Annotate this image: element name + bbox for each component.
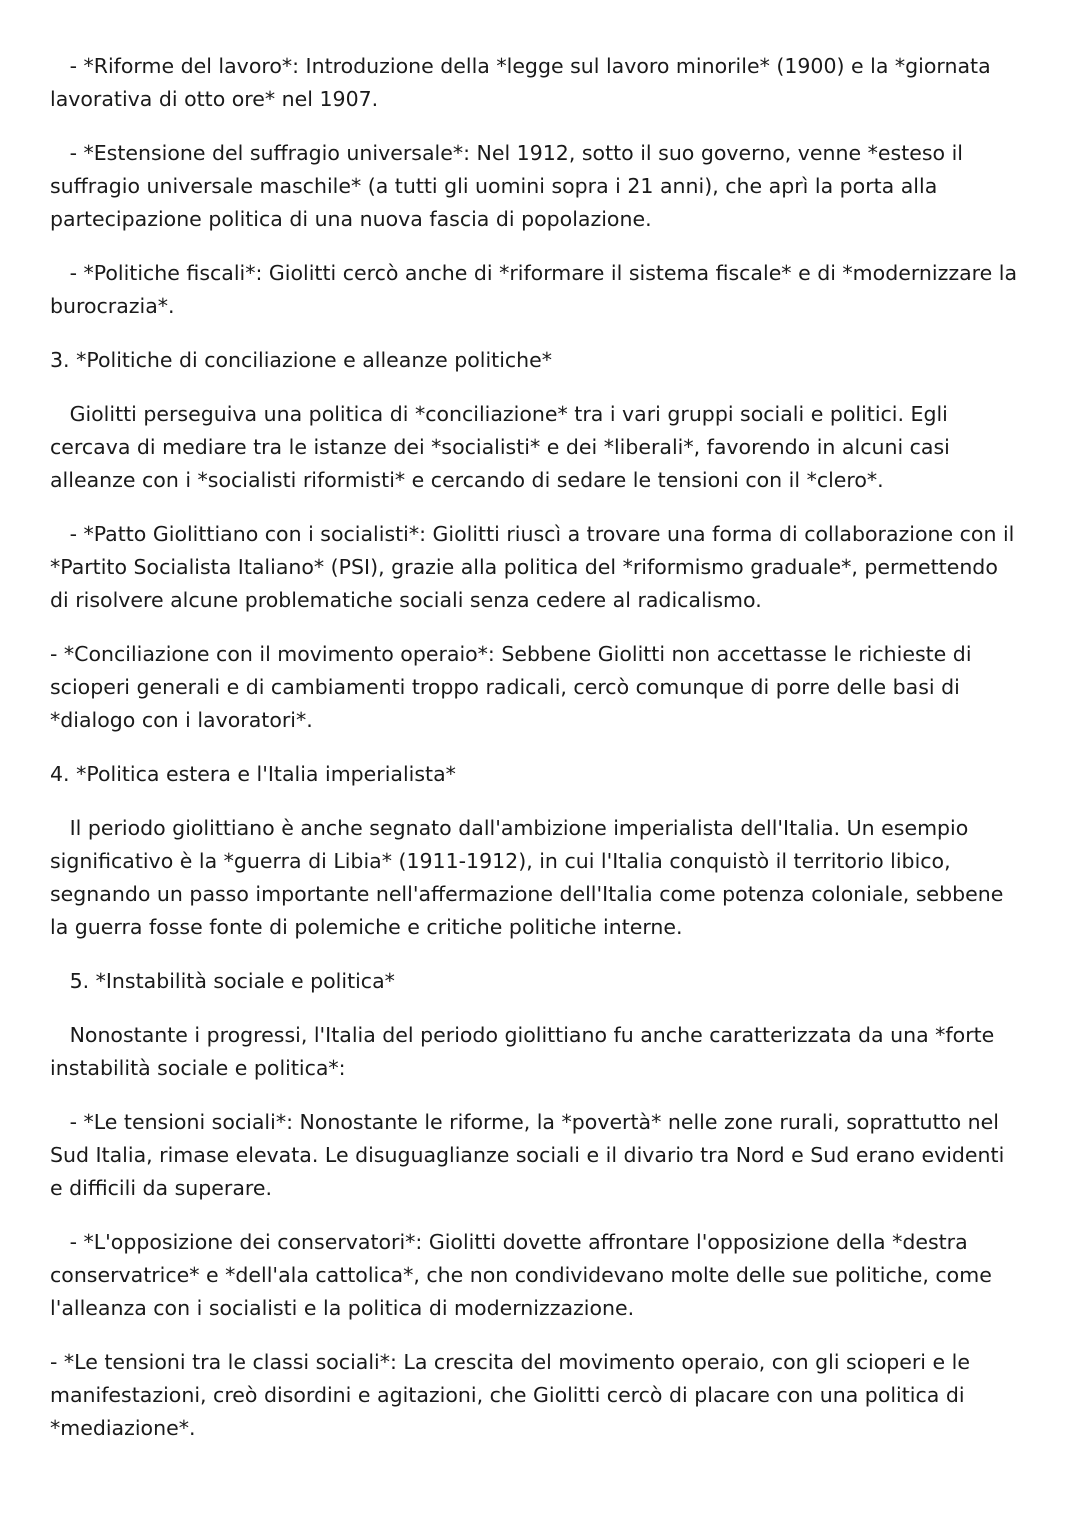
paragraph-suffragio: - *Estensione del suffragio universale*: Nel 1912, sotto il suo governo, venne *esteso il suffragio universale maschile* (a tutti gli uomini sopra i 21 anni), che aprì la porta alla partecipazione politica di una nuova fascia di popolazione. — [50, 141, 970, 231]
paragraph-tensioni-sociali: - *Le tensioni sociali*: Nonostante le riforme, la *povertà* nelle zone rurali, soprattutto nel Sud Italia, rimase elevata. Le disuguaglianze sociali e il divario tra Nord e Sud erano evidenti e difficili da superare. — [50, 1110, 1011, 1200]
paragraph-opposizione-conservatori: - *L'opposizione dei conservatori*: Giolitti dovette affrontare l'opposizione della *destra conservatrice* e *dell'ala cattolica*, che non condividevano molte delle sue politiche, come l'alleanza con i socialisti e la politica di modernizzazione. — [50, 1230, 999, 1320]
paragraph-conciliazione-intro: Giolitti perseguiva una politica di *conciliazione* tra i vari gruppi sociali e politici. Egli cercava di mediare tra le istanze dei *socialisti* e dei *liberali*, favorendo in alcuni casi alleanze con i *socialisti riformisti* e cercando di sedare le tensioni con il *clero*. — [50, 402, 957, 492]
paragraph-movimento-operaio: - *Conciliazione con il movimento operaio*: Sebbene Giolitti non accettasse le richieste di scioperi generali e di cambiamenti troppo radicali, cercò comunque di porre delle basi di *dialogo con i lavoratori*. — [50, 642, 979, 732]
paragraph-patto-giolittiano: - *Patto Giolittiano con i socialisti*: Giolitti riuscì a trovare una forma di collaborazione con il *Partito Socialista Italiano* (PSI), grazie alla politica del *riformismo graduale*, permettendo di risolvere alcune problematiche sociali senza cedere al radicalismo. — [50, 522, 1021, 612]
paragraph-riforme-lavoro: - *Riforme del lavoro*: Introduzione della *legge sul lavoro minorile* (1900) e la *giornata lavorativa di otto ore* nel 1907. — [50, 54, 998, 111]
section-heading-conciliazione: 3. *Politiche di conciliazione e alleanze politiche* — [50, 348, 553, 372]
paragraph-guerra-libia: Il periodo giolittiano è anche segnato dall'ambizione imperialista dell'Italia. Un esempio significativo è la *guerra di Libia* (1911-1912), in cui l'Italia conquistò il territorio libico, segnando un passo importante nell'affermazione dell'Italia come potenza coloniale, sebbene la guerra fosse fonte di polemiche e critiche politiche interne. — [50, 816, 1010, 939]
paragraph-tensioni-classi: - *Le tensioni tra le classi sociali*: La crescita del movimento operaio, con gli scioperi e le manifestazioni, creò disordini e agitazioni, che Giolitti cercò di placare con una politica di *mediazione*. — [50, 1350, 977, 1440]
section-heading-instabilita: 5. *Instabilità sociale e politica* — [50, 969, 395, 993]
paragraph-politiche-fiscali: - *Politiche fiscali*: Giolitti cercò anche di *riformare il sistema fiscale* e di *modernizzare la burocrazia*. — [50, 261, 1024, 318]
section-heading-politica-estera: 4. *Politica estera e l'Italia imperialista* — [50, 762, 456, 786]
paragraph-instabilita-intro: Nonostante i progressi, l'Italia del periodo giolittiano fu anche caratterizzata da una *forte instabilità sociale e politica*: — [50, 1023, 1001, 1080]
